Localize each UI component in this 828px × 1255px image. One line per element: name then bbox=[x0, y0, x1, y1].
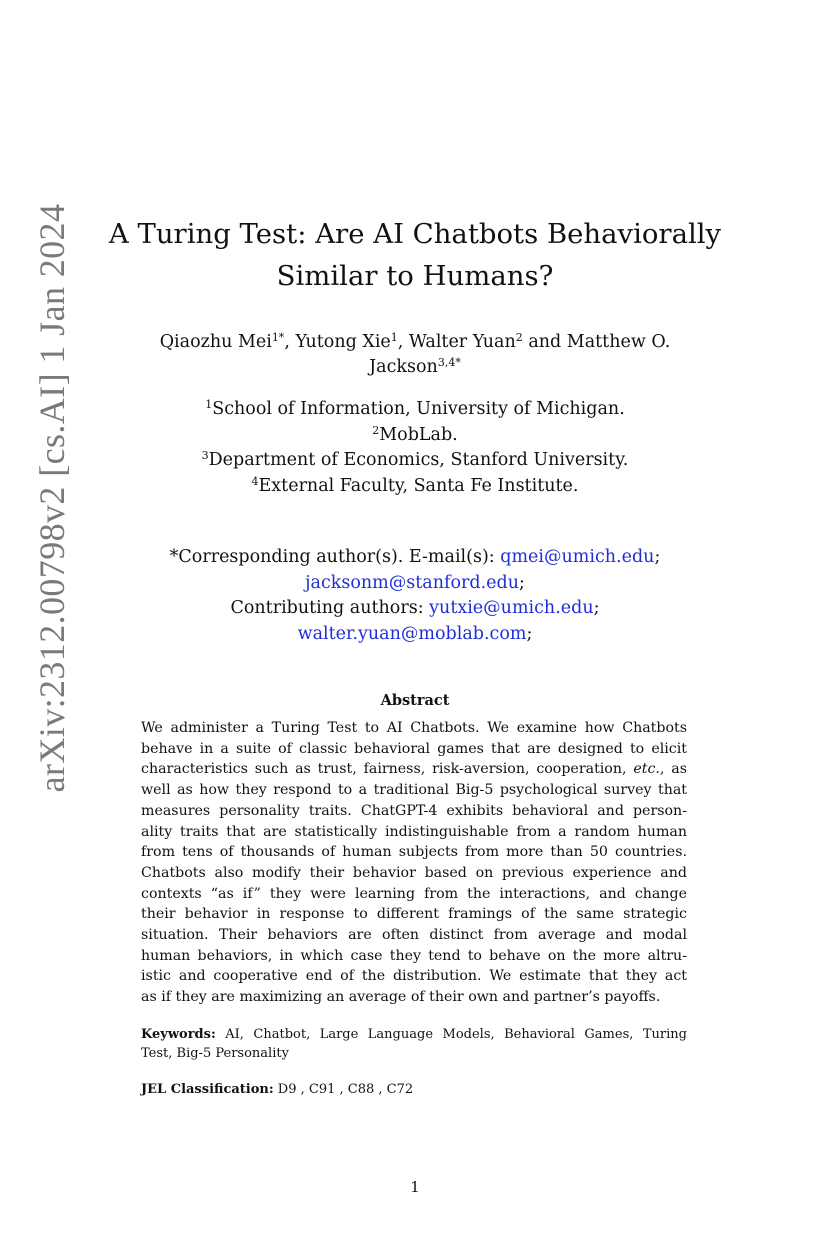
affiliation-mark: 2 bbox=[372, 423, 380, 437]
jel-codes: D9 , C91 , C88 , C72 bbox=[273, 1082, 414, 1097]
paper-title bbox=[95, 213, 735, 297]
email-separator: ; bbox=[518, 572, 525, 593]
email-separator: ; bbox=[593, 598, 600, 618]
author-name-jackson-rest: Jackson bbox=[369, 357, 438, 377]
corresponding-line bbox=[95, 545, 735, 571]
affiliation-list bbox=[95, 397, 735, 499]
email-link[interactable]: qmei@umich.edu bbox=[500, 547, 655, 567]
author-name: Yutong Xie bbox=[295, 332, 391, 352]
author-line-2 bbox=[95, 355, 735, 380]
abstract-line: their behavior in response to different framings of the same strategic bbox=[141, 906, 687, 923]
keywords-label: Keywords: bbox=[141, 1027, 216, 1042]
author-affiliation-mark: 1 bbox=[390, 331, 398, 344]
email-link[interactable]: yutxie@umich.edu bbox=[429, 598, 594, 618]
email-separator: ; bbox=[526, 623, 533, 644]
abstract-line: human behaviors, in which case they tend to behave on the more altru- bbox=[141, 947, 687, 964]
affiliation-mark: 1 bbox=[205, 398, 213, 411]
abstract-line: measures personality traits. ChatGPT-4 exhibits behavioral and person- bbox=[141, 802, 687, 819]
author-name-jackson-first: Matthew O. bbox=[566, 332, 671, 352]
keywords-text: AI, Chatbot, Large Language Models, Behavioral Games, Turing bbox=[215, 1027, 687, 1042]
email-link[interactable]: jacksonm@stanford.edu bbox=[305, 572, 519, 593]
abstract-line: istic and cooperative end of the distribution. We estimate that they act bbox=[141, 968, 687, 985]
abstract-line: contexts “as if” they were learning from the interactions, and change bbox=[141, 885, 687, 902]
abstract-line: Chatbots also modify their behavior based on previous experience and bbox=[141, 864, 687, 881]
abstract-line: We administer a Turing Test to AI Chatbots. We examine how Chatbots bbox=[141, 720, 687, 736]
author-separator: and bbox=[522, 332, 567, 352]
abstract-line: situation. Their behaviors are often distinct from average and modal bbox=[141, 927, 687, 944]
affiliation-text: MobLab. bbox=[379, 424, 458, 445]
affiliation-text: External Faculty, Santa Fe Institute. bbox=[258, 475, 579, 496]
affiliation-item bbox=[95, 448, 735, 474]
arxiv-sidebar-stamp bbox=[30, 185, 74, 810]
abstract-line: ality traits that are statistically indistinguishable from a random human bbox=[141, 823, 687, 840]
affiliation-mark: 3 bbox=[201, 449, 209, 462]
affiliation-item bbox=[95, 474, 735, 500]
abstract-italic-term: etc. bbox=[633, 761, 660, 778]
email-separator: ; bbox=[654, 547, 661, 567]
affiliation-text: School of Information, University of Michigan. bbox=[212, 399, 625, 419]
page-number: 1 bbox=[410, 1178, 420, 1196]
abstract-line: characteristics such as trust, fairness, risk-aversion, cooperation, etc., as bbox=[141, 761, 687, 778]
title-line-1: A Turing Test: Are AI Chatbots Behaviorally bbox=[108, 218, 722, 250]
contributing-label: Contributing authors: bbox=[230, 598, 430, 618]
affiliation-item bbox=[95, 423, 735, 449]
affiliation-mark: 4 bbox=[251, 474, 259, 488]
author-affiliation-mark: 2 bbox=[515, 331, 523, 344]
author-line-1 bbox=[95, 330, 735, 355]
jel-label: JEL Classification: bbox=[141, 1082, 274, 1097]
abstract-body bbox=[141, 718, 687, 1008]
abstract-heading: Abstract bbox=[380, 692, 450, 709]
abstract-line: from tens of thousands of human subjects from more than 50 countries. bbox=[141, 844, 687, 861]
author-separator: , bbox=[284, 332, 296, 352]
author-separator: , bbox=[397, 332, 409, 352]
abstract-line: as if they are maximizing an average of their own and partner’s payoffs. bbox=[141, 989, 661, 1006]
jel-classification bbox=[141, 1080, 687, 1099]
email-link[interactable]: walter.yuan@moblab.com bbox=[297, 623, 527, 644]
author-affiliation-mark: 3,4* bbox=[437, 356, 461, 369]
affiliation-item bbox=[95, 397, 735, 423]
author-list bbox=[95, 330, 735, 380]
contributing-line-2 bbox=[95, 622, 735, 648]
arxiv-identifier: arXiv:2312.00798v2 [cs.AI] 1 Jan 2024 bbox=[32, 203, 72, 792]
abstract-line: well as how they respond to a traditional Big-5 psychological survey that bbox=[141, 782, 687, 799]
corresponding-label: *Corresponding author(s). E-mail(s): bbox=[169, 547, 501, 567]
author-name: Walter Yuan bbox=[408, 332, 516, 352]
author-affiliation-mark: 1* bbox=[271, 331, 285, 344]
contact-block bbox=[95, 545, 735, 647]
author-name: Qiaozhu Mei bbox=[159, 332, 272, 352]
keywords-block bbox=[141, 1025, 687, 1063]
abstract-line: behave in a suite of classic behavioral games that are designed to elicit bbox=[141, 740, 687, 757]
keywords-line-1 bbox=[141, 1025, 687, 1044]
contributing-line bbox=[95, 596, 735, 622]
affiliation-text: Department of Economics, Stanford University. bbox=[208, 450, 629, 470]
keywords-line-2: Test, Big-5 Personality bbox=[141, 1046, 289, 1061]
title-line-2: Similar to Humans? bbox=[276, 260, 554, 292]
corresponding-line-2 bbox=[95, 571, 735, 597]
